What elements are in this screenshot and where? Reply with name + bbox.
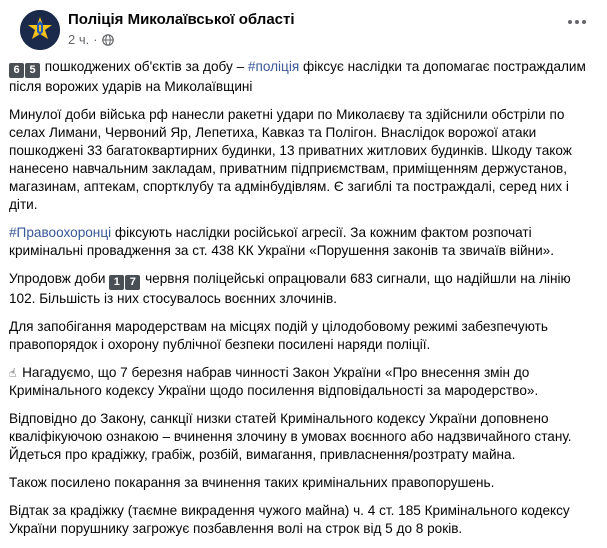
more-options-button[interactable]: [563, 12, 591, 32]
post-paragraph-1: 6 5 пошкоджених об'єктів за добу – #поліція фіксує наслідки та допомагає постраждалим після ворожих ударів на Миколаївщині: [9, 59, 586, 94]
post-body: [9, 58, 593, 548]
post-paragraph-5: Для запобігання мародерствам на місцях подій у цілодобовому режимі забезпечують правопорядок і охорону публічної безпеки посилені наряди поліції.: [9, 319, 548, 352]
post-paragraph-8: Також посилено покарання за вчинення таких кримінальних правопорушень.: [9, 475, 495, 490]
page-avatar[interactable]: [20, 10, 60, 50]
keycap-digit-badge: 7: [125, 275, 140, 290]
hashtag-link-law-enforcement[interactable]: #Правоохоронці: [9, 225, 112, 240]
post-meta: [68, 32, 114, 47]
post-paragraph-2: Минулої доби війська рф нанесли ракетні удари по Миколаєву та здійснили обстріли по селах Лимани, Червоний Яр, Лепетиха, Кавказ та Полігон. Внаслідок ворожої атаки пошкоджені 33 багатоквартирних будинки, 13 приватних житлових будинків. Шкоду також нанесено навчальним закладам, приватним підприємствам, приміщенням держустанов, магазинам, аптекам, спортклубу та адмінбудівлям. Є загиблі та постраждалі, серед них і діти.: [9, 107, 572, 212]
post-paragraph-4: Упродовж доби 1 7 червня поліцейські опрацювали 683 сигнали, що надійшли на лінію 102. Більшість із них стосувалось воєнних злочинів.: [9, 271, 571, 306]
keycap-digit-badge: 1: [109, 275, 124, 290]
meta-separator: ·: [93, 32, 98, 47]
more-options-icon: [568, 20, 572, 24]
page-name-link[interactable]: Поліція Миколаївської області: [68, 11, 295, 28]
post-paragraph-3: #Правоохоронці фіксують наслідки російської агресії. За кожним фактом розпочаті кримінальні провадження за ст. 438 КК України «Порушення законів та звичаїв війни».: [9, 225, 554, 258]
post-paragraph-6: ☝ Нагадуємо, що 7 березня набрав чинності Закон України «Про внесення змін до Кримінального кодексу України щодо посилення відповідальності за мародерство».: [9, 365, 539, 398]
pointing-finger-icon: ☝: [9, 366, 17, 380]
hashtag-link-police[interactable]: #поліція: [247, 59, 300, 74]
globe-icon: [102, 34, 114, 46]
post-header: [12, 0, 593, 56]
police-emblem-icon: [20, 10, 60, 50]
keycap-digit-badge: 6: [9, 63, 24, 78]
post-paragraph-7: Відповідно до Закону, санкції низки статей Кримінального кодексу України доповнено кваліфікуючою ознакою – вчинення злочину в умовах воєнного або надзвичайного стану. Йдеться про крадіжку, грабіж, розбій, вимагання, привласнення/розтрату майна.: [9, 411, 572, 462]
keycap-digit-badge: 5: [25, 63, 40, 78]
post-time[interactable]: 2 ч.: [68, 32, 90, 47]
post-paragraph-9: Відтак за крадіжку (таємне викрадення чужого майна) ч. 4 ст. 185 Кримінального кодексу України порушнику загрожує позбавлення волі на строк від 5 до 8 років.: [9, 503, 570, 536]
